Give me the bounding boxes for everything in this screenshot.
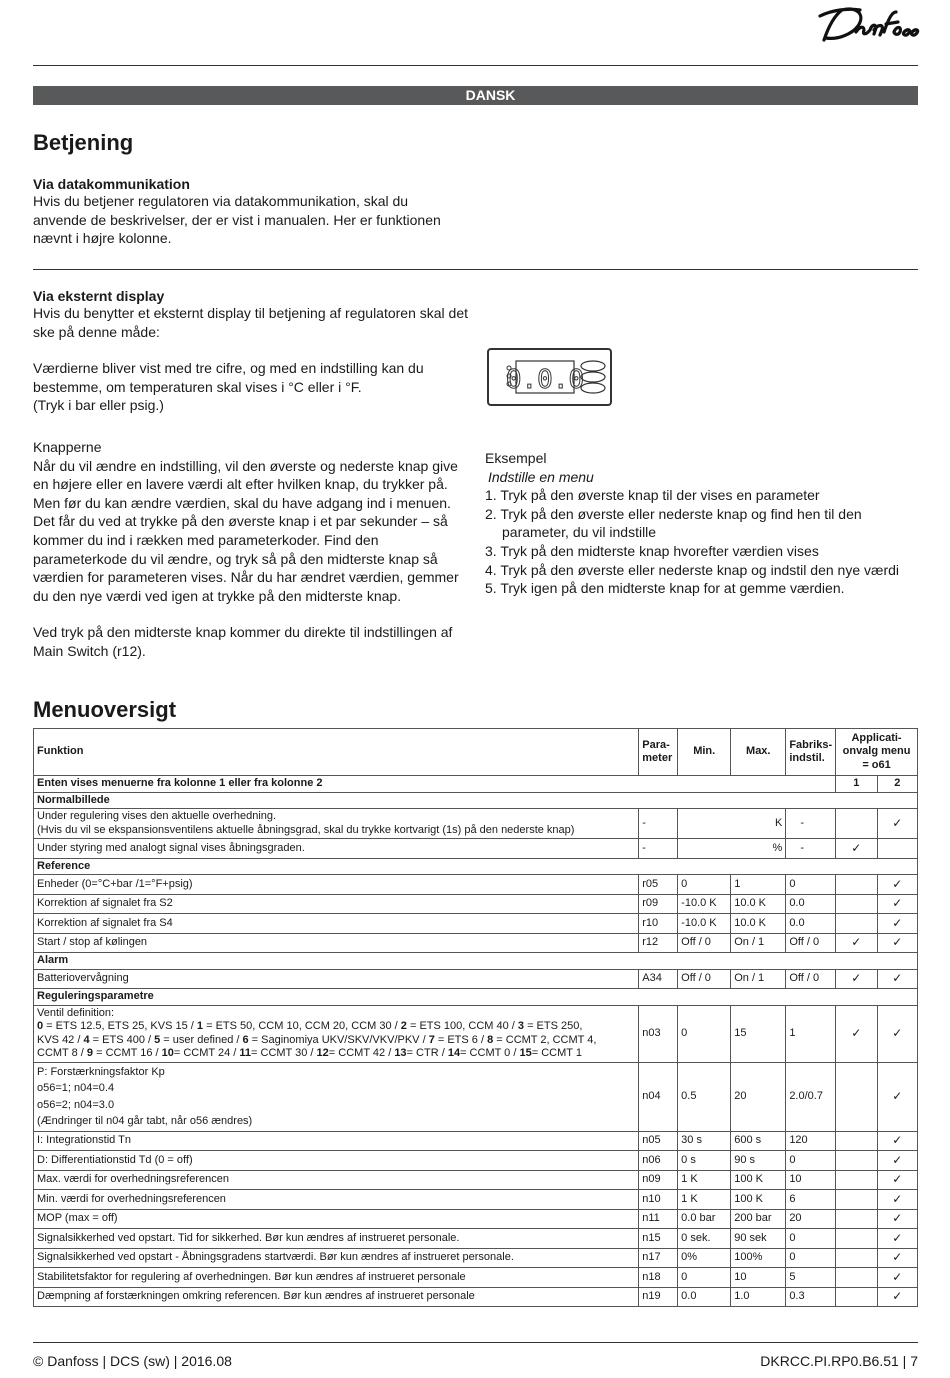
function-text: Under regulering vises den aktuelle overhedning.	[37, 810, 277, 822]
cell-max: On / 1	[731, 969, 786, 989]
cell-unit: %	[678, 839, 786, 859]
cell-factory: 20	[786, 1209, 836, 1229]
cell-function	[34, 969, 639, 989]
cell-function	[34, 1248, 639, 1268]
cell-function	[34, 875, 639, 895]
cell-function	[34, 1151, 639, 1171]
cell-application-a2	[877, 1268, 917, 1288]
check-icon: ✓	[892, 1025, 903, 1040]
cell-application-a1	[836, 1151, 877, 1171]
valve-segment: 14	[447, 1047, 461, 1059]
cell-max: 10.0 K	[731, 894, 786, 914]
danfoss-logo-wordmark	[820, 9, 918, 40]
cell-min: 30 s	[678, 1131, 731, 1151]
function-text: Batteriovervågning	[37, 972, 129, 984]
cell-min: 0	[678, 1005, 731, 1062]
cell-max: 10.0 K	[731, 914, 786, 934]
cell-parameter: n04	[639, 1062, 678, 1131]
cell-max: 90 sek	[731, 1229, 786, 1249]
cell-parameter: r12	[639, 933, 678, 953]
function-text: Korrektion af signalet fra S4	[37, 916, 173, 929]
valve-segment: = Saginomiya UKV/SKV/VKV/PKV /	[248, 1033, 429, 1046]
danfoss-logo	[812, 2, 924, 50]
valve-segment: 0	[37, 1020, 44, 1032]
display-digits: 0.0.0	[505, 365, 585, 395]
valve-segment: = user defined /	[160, 1033, 243, 1046]
cell-min: 0	[678, 1268, 731, 1288]
cell-function	[34, 894, 639, 914]
check-icon: ✓	[892, 1250, 903, 1264]
cell-max: 200 bar	[731, 1209, 786, 1229]
example-step: 5. Tryk igen på den midterste knap for at gemme værdien.	[485, 580, 845, 597]
cell-application-a2	[877, 1248, 917, 1268]
cell-max: On / 1	[731, 933, 786, 953]
cell-factory: 0	[786, 1151, 836, 1171]
cell-parameter: -	[639, 809, 678, 839]
cell-parameter: r05	[639, 875, 678, 895]
cell-max: 20	[731, 1062, 786, 1131]
function-line: o56=1; n04=0.4	[37, 1082, 115, 1094]
choose-row-text: Enten vises menuerne fra kolonne 1 eller fra kolonne 2	[34, 776, 836, 793]
cell-parameter: r09	[639, 894, 678, 914]
function-text: Start / stop af kølingen	[37, 936, 148, 948]
cell-function	[34, 1287, 639, 1307]
check-icon: ✓	[892, 935, 903, 949]
cell-application-a2	[877, 1190, 917, 1210]
cell-application-a2	[877, 1209, 917, 1229]
cell-application-a2	[877, 1287, 917, 1307]
cell-factory: 5	[786, 1268, 836, 1288]
display-text-1: Hvis du benytter et eksternt display til betjening af regulatoren skal det ske på denne måde:	[33, 305, 469, 340]
choose-col-1: 1	[836, 776, 877, 793]
check-icon: ✓	[892, 1133, 903, 1147]
section-row	[34, 953, 918, 970]
valve-segment: = ETS 50, CCM 10, CCM 20, CCM 30 /	[203, 1020, 401, 1032]
check-icon: ✓	[892, 815, 903, 830]
check-icon: ✓	[892, 915, 903, 930]
cell-application-a2	[877, 839, 917, 859]
cell-factory: 0.3	[786, 1287, 836, 1307]
valve-segment: 12	[316, 1047, 329, 1059]
check-icon: ✓	[892, 971, 903, 985]
table-row	[34, 933, 918, 953]
cell-application-a1	[836, 1190, 877, 1210]
check-icon: ✓	[851, 935, 862, 949]
cell-factory: 0	[786, 875, 836, 895]
cell-function	[34, 1170, 639, 1190]
cell-application-a1	[836, 839, 877, 859]
cell-factory: 1	[786, 1005, 836, 1062]
valve-segment: = ETS 400 /	[89, 1033, 155, 1046]
cell-function	[34, 1131, 639, 1151]
cell-factory: 0.0	[786, 894, 836, 914]
table-row	[34, 1151, 918, 1171]
check-icon: ✓	[892, 1088, 903, 1103]
cell-application-a1	[836, 914, 877, 934]
valve-segment: 2	[400, 1020, 407, 1032]
cell-min: 0 s	[678, 1151, 731, 1171]
cell-parameter: n09	[639, 1170, 678, 1190]
middle-rule	[33, 269, 918, 270]
cell-application-a2	[877, 1062, 917, 1131]
cell-min: 0%	[678, 1248, 731, 1268]
cell-max: 100 K	[731, 1190, 786, 1210]
cell-factory: 0	[786, 1248, 836, 1268]
cell-application-a2	[877, 1151, 917, 1171]
check-icon: ✓	[892, 1289, 903, 1303]
valve-segment: 1	[196, 1020, 204, 1032]
function-text: Enheder (0=°C+bar /1=°F+psig)	[37, 877, 193, 890]
cell-application-a1	[836, 1062, 877, 1131]
cell-parameter: A34	[639, 969, 678, 989]
buttons-text-2: Ved tryk på den midterste knap kommer du direkte til indstillingen af Main Switch (r12).	[33, 624, 453, 659]
cell-function	[34, 914, 639, 934]
datakom-heading: Via datakommunikation	[33, 176, 190, 192]
function-text: Dæmpning af forstærkningen omkring referencen. Bør kun ændres af instrueret personale	[37, 1290, 475, 1302]
table-row	[34, 1268, 918, 1288]
menu-table	[33, 728, 918, 1307]
section-label: Alarm	[34, 953, 918, 970]
cell-max: 10	[731, 1268, 786, 1288]
buttons-text: Når du vil ændre en indstilling, vil den øverste og nederste knap give en højere eller en lavere værdi alt efter hvilken knap, du trykker på. Men før du kan ændre værdien, skal du have adgang ind i menuen. Det får du ved at trykke på den øverste knap i et par sekunder – så kommer du ind i rækken med parameterkoder. Find den parameterkode du vil ændre, og tryk så på den midterste knap så værdien for parameteren vises. Når du har ændret værdien, gemmer du den nye værdi ved igen at trykke på den midterste knap.	[33, 457, 459, 604]
cell-factory: Off / 0	[786, 933, 836, 953]
cell-min: 0.5	[678, 1062, 731, 1131]
cell-application-a2	[877, 894, 917, 914]
cell-parameter: n15	[639, 1229, 678, 1249]
cell-max: 1	[731, 875, 786, 895]
function-text: Signalsikkerhed ved opstart. Tid for sikkerhed. Bør kun ændres af instrueret personale.	[37, 1231, 460, 1244]
valve-segment: = ETS 100, CCM 40 /	[406, 1020, 518, 1032]
cell-function	[34, 839, 639, 859]
cell-application-a1	[836, 969, 877, 989]
valve-segment: = ETS 12.5, ETS 25, KVS 15 /	[43, 1020, 197, 1032]
function-line: o56=2; n04=3.0	[37, 1098, 115, 1111]
function-text: Under styring med analogt signal vises åbningsgraden.	[37, 841, 305, 854]
top-rule	[33, 65, 918, 66]
table-row	[34, 1287, 918, 1307]
cell-parameter: n18	[639, 1268, 678, 1288]
cell-parameter: n05	[639, 1131, 678, 1151]
section-row	[34, 792, 918, 809]
table-row	[34, 914, 918, 934]
valve-segment: 6	[242, 1033, 249, 1046]
cell-unit: K	[678, 809, 786, 839]
table-row	[34, 1005, 918, 1062]
cell-application-a1	[836, 894, 877, 914]
cell-min: 0	[678, 875, 731, 895]
display-text-3: (Tryk i bar eller psig.)	[33, 397, 164, 414]
cell-min: -10.0 K	[678, 894, 731, 914]
cell-function	[34, 1190, 639, 1210]
function-text: Stabilitetsfaktor for regulering af overhedningen. Bør kun ændres af instrueret personale	[37, 1270, 466, 1283]
cell-max: 100 K	[731, 1170, 786, 1190]
function-line: P: Forstærkningsfaktor Kp	[37, 1065, 165, 1078]
cell-function	[34, 1209, 639, 1229]
cell-application-a1	[836, 1170, 877, 1190]
table-row	[34, 894, 918, 914]
cell-factory: -	[786, 809, 836, 839]
cell-application-a1	[836, 1131, 877, 1151]
table-row	[34, 839, 918, 859]
valve-segment: = CCMT 30 /	[251, 1047, 317, 1059]
cell-application-a1	[836, 1248, 877, 1268]
cell-parameter: -	[639, 839, 678, 859]
valve-segment: 9	[86, 1047, 94, 1059]
table-row	[34, 1248, 918, 1268]
table-row	[34, 875, 918, 895]
valve-segment: = CCMT 42 /	[328, 1047, 395, 1059]
cell-min: 0.0	[678, 1287, 731, 1307]
valve-segment: 3	[517, 1020, 525, 1032]
cell-max: 15	[731, 1005, 786, 1062]
cell-min: 0.0 bar	[678, 1209, 731, 1229]
cell-min: 0 sek.	[678, 1229, 731, 1249]
choose-row	[34, 776, 918, 793]
table-header-row	[34, 729, 918, 776]
footer-left: © Danfoss | DCS (sw) | 2016.08	[33, 1353, 232, 1369]
cell-application-a1	[836, 1287, 877, 1307]
cell-max: 90 s	[731, 1151, 786, 1171]
cell-application-a2	[877, 875, 917, 895]
check-icon: ✓	[892, 896, 903, 910]
cell-application-a2	[877, 933, 917, 953]
function-text: MOP (max = off)	[37, 1212, 118, 1224]
check-icon: ✓	[892, 1230, 903, 1245]
cell-application-a1	[836, 875, 877, 895]
display-text-2: Værdierne bliver vist med tre cifre, og med en indstilling kan du bestemme, om temperaturen skal vises i °C eller i °F.	[33, 360, 424, 395]
table-row	[34, 1229, 918, 1249]
valve-segment: 10	[161, 1047, 174, 1059]
example-steps	[485, 486, 920, 598]
example-step: 3. Tryk på den midterste knap hvorefter værdien vises	[485, 542, 819, 559]
check-icon: ✓	[851, 840, 862, 855]
cell-application-a2	[877, 1131, 917, 1151]
function-text: I: Integrationstid Tn	[37, 1134, 131, 1146]
cell-parameter: n17	[639, 1248, 678, 1268]
display-drawing	[489, 350, 610, 404]
header-application: Applicati-onvalg menu = o61	[836, 729, 918, 776]
cell-parameter: n03	[639, 1005, 678, 1062]
valve-segment: = ETS 6 /	[434, 1033, 488, 1046]
cell-application-a2	[877, 1005, 917, 1062]
table-row	[34, 1131, 918, 1151]
cell-min: 1 K	[678, 1170, 731, 1190]
footer-rule	[33, 1342, 918, 1343]
language-bar: DANSK	[33, 86, 918, 105]
section-label: Normalbillede	[34, 792, 918, 809]
check-icon: ✓	[851, 1025, 862, 1040]
external-display-illustration	[487, 348, 612, 406]
cell-min: 1 K	[678, 1190, 731, 1210]
cell-application-a2	[877, 914, 917, 934]
cell-parameter: n19	[639, 1287, 678, 1307]
buttons-section	[33, 438, 473, 661]
function-text: Korrektion af signalet fra S2	[37, 897, 173, 909]
page-title: Betjening	[33, 130, 134, 155]
example-step: 4. Tryk på den øverste eller nederste knap og indstil den nye værdi	[485, 561, 899, 578]
footer-right: DKRCC.PI.RP0.B6.51 | 7	[760, 1353, 918, 1369]
cell-function	[34, 933, 639, 953]
cell-factory: 0.0	[786, 914, 836, 934]
example-section	[485, 449, 920, 598]
check-icon: ✓	[892, 1152, 903, 1167]
cell-factory: Off / 0	[786, 969, 836, 989]
function-text: D: Differentiationstid Td (0 = off)	[37, 1153, 193, 1166]
function-text: Max. værdi for overhedningsreferencen	[37, 1173, 229, 1185]
valve-segment: 5	[154, 1033, 161, 1046]
cell-application-a2	[877, 809, 917, 839]
header-factory: Fabriks-indstil.	[786, 729, 836, 776]
valve-segment: = CCMT 1	[531, 1047, 582, 1059]
section-row	[34, 858, 918, 875]
valve-segment: = CTR /	[406, 1047, 448, 1059]
cell-application-a1	[836, 1229, 877, 1249]
section-row	[34, 989, 918, 1006]
cell-max: 600 s	[731, 1131, 786, 1151]
table-row	[34, 1170, 918, 1190]
cell-factory: 2.0/0.7	[786, 1062, 836, 1131]
valve-title: Ventil definition:	[37, 1006, 115, 1019]
cell-application-a1	[836, 1005, 877, 1062]
valve-segment: 4	[83, 1033, 90, 1046]
table-row	[34, 1062, 918, 1131]
cell-application-a1	[836, 1209, 877, 1229]
cell-application-a2	[877, 1170, 917, 1190]
datakom-section	[33, 176, 463, 248]
valve-segment: = CCMT 0 /	[460, 1047, 520, 1059]
check-icon: ✓	[892, 1191, 903, 1206]
buttons-heading: Knapperne	[33, 439, 102, 455]
display-button-middle[interactable]	[581, 372, 605, 382]
table-row	[34, 969, 918, 989]
cell-application-a2	[877, 1229, 917, 1249]
check-icon: ✓	[851, 971, 862, 985]
valve-segment: = CCMT 2, CCMT 4, CCMT 8 /	[37, 1033, 597, 1059]
header-max: Max.	[731, 729, 786, 776]
example-subheading: Indstille en menu	[488, 468, 594, 485]
cell-parameter: n06	[639, 1151, 678, 1171]
cell-application-a1	[836, 809, 877, 839]
valve-segment: 15	[519, 1047, 532, 1059]
cell-application-a1	[836, 1268, 877, 1288]
display-section	[33, 288, 473, 415]
example-step: 2. Tryk på den øverste eller nederste knap og find hen til den parameter, du vil indstille	[485, 505, 862, 541]
function-line: (Ændringer til n04 går tabt, når o56 ændres)	[37, 1115, 253, 1127]
header-funktion: Funktion	[34, 729, 639, 776]
cell-function	[34, 809, 639, 839]
cell-parameter: n10	[639, 1190, 678, 1210]
cell-factory: 6	[786, 1190, 836, 1210]
function-text: Signalsikkerhed ved opstart - Åbningsgradens startværdi. Bør kun ændres af instrueret personale.	[37, 1251, 514, 1263]
display-button-bottom[interactable]	[581, 383, 605, 393]
cell-parameter: r10	[639, 914, 678, 934]
check-icon: ✓	[892, 1172, 903, 1186]
section-label: Reference	[34, 858, 918, 875]
cell-application-a2	[877, 969, 917, 989]
header-parameter: Para-meter	[639, 729, 678, 776]
menu-title: Menuoversigt	[33, 697, 177, 722]
datakom-text: Hvis du betjener regulatoren via datakommunikation, skal du anvende de beskrivelser, der er vist i manualen. Her er funktionen nævnt i højre kolonne.	[33, 193, 441, 247]
cell-function	[34, 1005, 639, 1062]
valve-definition	[37, 1020, 597, 1061]
header-min: Min.	[678, 729, 731, 776]
valve-segment: 8	[487, 1033, 494, 1046]
cell-max: 100%	[731, 1248, 786, 1268]
valve-segment: 7	[428, 1033, 435, 1046]
cell-function	[34, 1062, 639, 1131]
function-text: Min. værdi for overhedningsreferencen	[37, 1192, 226, 1205]
check-icon: ✓	[892, 1269, 903, 1284]
function-text-2: (Hvis du vil se ekspansionsventilens aktuelle åbningsgrad, skal du trykke kortvarigt (1s) på den nederste knap)	[37, 823, 575, 836]
choose-col-2: 2	[877, 776, 917, 793]
check-icon: ✓	[892, 876, 903, 891]
valve-segment: 13	[394, 1047, 407, 1059]
table-row	[34, 1190, 918, 1210]
example-heading: Eksempel	[485, 450, 547, 466]
cell-factory: 0	[786, 1229, 836, 1249]
valve-segment: 11	[239, 1047, 252, 1059]
example-step: 1. Tryk på den øverste knap til der vises en parameter	[485, 487, 820, 504]
table-row	[34, 1209, 918, 1229]
valve-segment: = CCMT 24 /	[173, 1047, 240, 1059]
cell-min: Off / 0	[678, 969, 731, 989]
table-row	[34, 809, 918, 839]
cell-function	[34, 1229, 639, 1249]
cell-factory: 10	[786, 1170, 836, 1190]
cell-application-a1	[836, 933, 877, 953]
valve-segment: = CCMT 16 /	[93, 1047, 162, 1059]
cell-max: 1.0	[731, 1287, 786, 1307]
cell-min: Off / 0	[678, 933, 731, 953]
display-button-top[interactable]	[581, 361, 605, 371]
section-label: Reguleringsparametre	[34, 989, 918, 1006]
cell-min: -10.0 K	[678, 914, 731, 934]
check-icon: ✓	[892, 1211, 903, 1225]
cell-function	[34, 1268, 639, 1288]
valve-segment: = ETS 250, KVS 42 /	[37, 1020, 583, 1046]
cell-factory: -	[786, 839, 836, 859]
cell-factory: 120	[786, 1131, 836, 1151]
cell-parameter: n11	[639, 1209, 678, 1229]
display-heading: Via eksternt display	[33, 288, 165, 304]
